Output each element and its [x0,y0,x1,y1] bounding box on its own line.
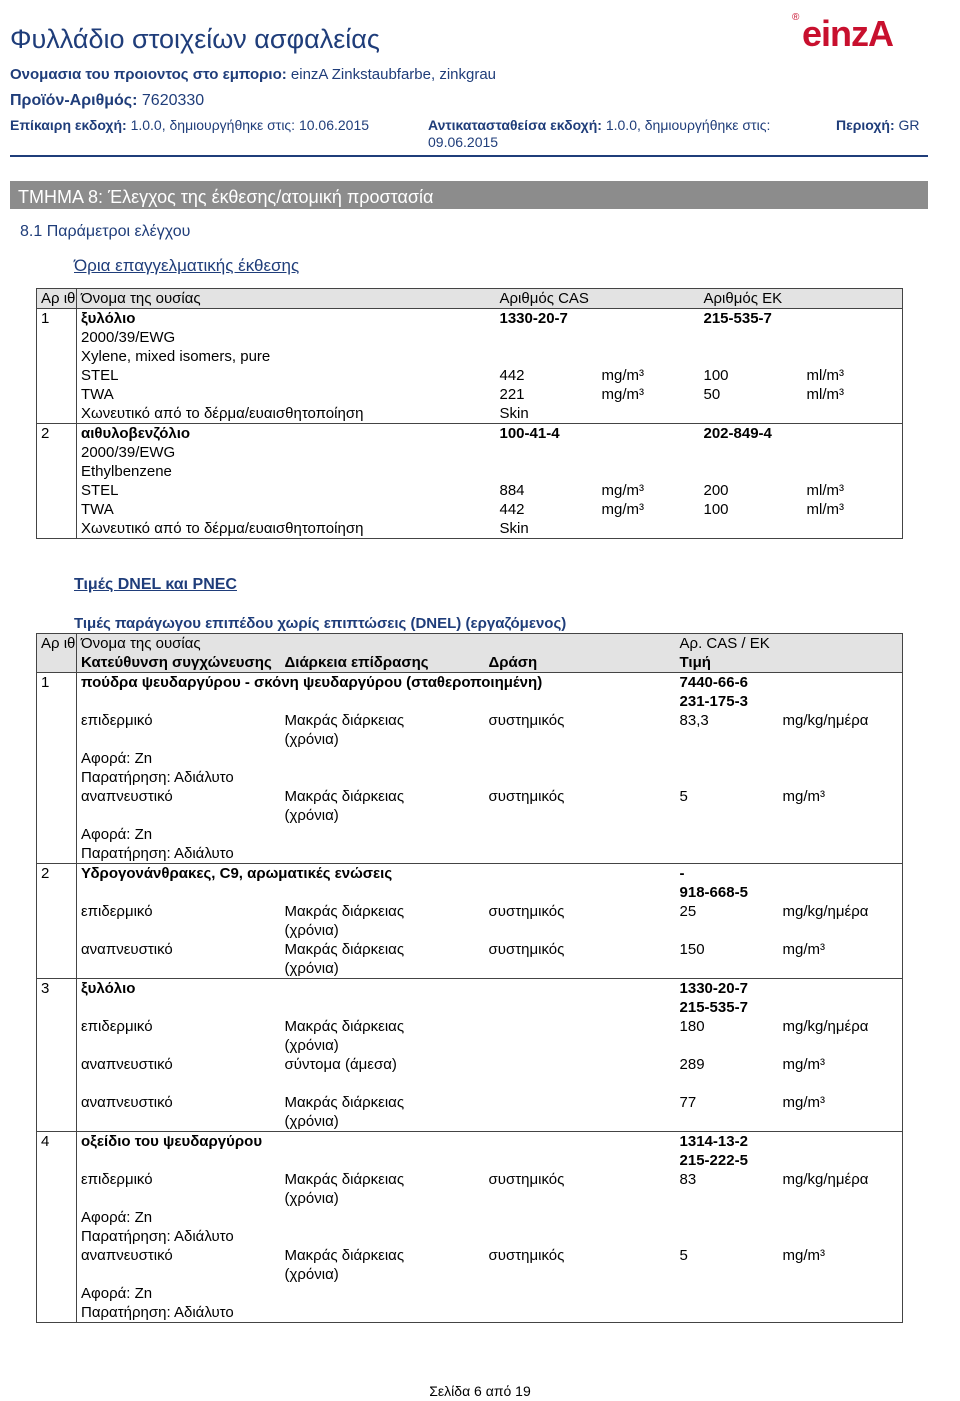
substance-name: ξυλόλιο [77,309,496,329]
dnel-remark-row [37,1227,903,1246]
ec-number: 202-849-4 [700,424,903,444]
duration-text: Μακράς διάρκειας (χρόνια) [284,903,405,939]
header-ec: Αριθμός ΕΚ [700,289,903,309]
oel-header-row [37,289,903,309]
duration-text: Μακράς διάρκειας (χρόνια) [284,941,405,977]
dnel-concern-row [37,1208,903,1227]
remark: Παρατήρηση: Αδιάλυτο [81,769,234,786]
remark: Παρατήρηση: Αδιάλυτο [81,1304,234,1321]
dnel-substance-row-2 [37,1151,903,1170]
dnel-unit: mg/m³ [782,1094,826,1111]
substance-name: Υδρογονάνθρακες, C9, αρωματικές ενώσεις [77,864,676,884]
ec-number: 215-222-5 [679,1152,748,1169]
exposure-duration [281,902,485,940]
dnel-substance-row [37,979,903,999]
dnel-header-row-2 [37,653,903,673]
dnel-header-duration: Διάρκεια επίδρασης [281,653,485,673]
dnel-value-row [37,1246,903,1284]
exposure-duration [281,1055,485,1093]
item-number: 2 [37,424,77,539]
spacer [77,1151,676,1170]
spacer [77,883,676,902]
remark: Παρατήρηση: Αδιάλυτο [81,1228,234,1245]
dnel-concern-row [37,825,903,844]
oel-directive-row [37,443,903,462]
limit-mg-value: 442 [499,501,525,518]
dnel-header-num: Αρ ιθ [37,634,77,673]
dnel-remark-row [37,1303,903,1323]
dnel-unit: mg/kg/ημέρα [782,1018,869,1035]
effect-type: συστημικός [488,1247,565,1264]
header-num: Αρ ιθ [37,289,77,309]
dnel-unit: mg/m³ [782,1056,826,1073]
directive: 2000/39/EWG [81,444,176,461]
dnel-unit: mg/m³ [782,941,826,958]
oel-skin-row [37,404,903,424]
directive: 2000/39/EWG [81,329,176,346]
oel-limit-row [37,385,903,404]
effect-type: συστημικός [488,712,565,729]
limit-mg-unit: mg/m³ [601,501,644,518]
dnel-unit: mg/kg/ημέρα [782,903,869,920]
substance-name: πούδρα ψευδαργύρου - σκόνη ψευδαργύρου (σταθεροποιημένη) [77,673,676,693]
exposure-duration [281,1170,485,1208]
duration-text: Μακράς διάρκειας (χρόνια) [284,788,405,824]
limit-type: TWA [81,501,114,518]
header-rule [10,155,928,157]
dnel-value: 180 [679,1018,705,1035]
dnel-header-cas-ec: Αρ. CAS / ΕΚ [676,634,903,654]
dnel-value: 5 [679,1247,688,1264]
ec-number: 215-535-7 [700,309,903,329]
cas-number: 1330-20-7 [676,979,903,999]
spacer [77,998,676,1017]
item-number: 4 [37,1132,77,1323]
limit-mg-unit: mg/m³ [601,482,644,499]
einza-logo [792,6,912,56]
skin-label: Χωνευτικό από το δέρμα/ευαισθητοποίηση [81,520,364,537]
exposure-route: αναπνευστικό [81,941,173,958]
dnel-heading: Τιμές DNEL και PNEC [74,576,237,593]
item-number: 1 [37,673,77,864]
document-title: Φυλλάδιο στοιχείων ασφαλείας [10,24,380,54]
exposure-route: αναπνευστικό [81,1094,173,1111]
substance-alias: Ethylbenzene [81,463,172,480]
exposure-route: επιδερμικό [81,903,153,920]
oel-limit-row [37,366,903,385]
duration-text: σύντομα (άμεσα) [284,1056,397,1073]
dnel-value: 83 [679,1171,697,1188]
dnel-substance-row-2 [37,998,903,1017]
limit-ml-value: 100 [703,367,729,384]
item-number: 2 [37,864,77,979]
exposure-route: επιδερμικό [81,1018,153,1035]
exposure-duration [281,1093,485,1132]
dnel-value: 25 [679,903,697,920]
oel-alias-row [37,462,903,481]
exposure-duration [281,1017,485,1055]
substance-alias: Xylene, mixed isomers, pure [81,348,271,365]
dnel-value-row [37,711,903,749]
dnel-header-row-1 [37,634,903,654]
effect-type: συστημικός [488,903,565,920]
concerns: Αφορά: Zn [81,750,153,767]
dnel-substance-row [37,673,903,693]
dnel-value-row [37,940,903,979]
region: Περιοχή: GR [836,117,920,133]
limit-type: STEL [81,367,119,384]
dnel-concern-row [37,749,903,768]
limit-type: STEL [81,482,119,499]
cas-number: - [676,864,903,884]
dnel-remark-row [37,768,903,787]
dnel-header-name: Όνομα της ουσίας [77,634,676,654]
cas-number: 100-41-4 [496,424,700,444]
registered-mark: ® [792,12,800,23]
item-number: 1 [37,309,77,424]
substance-name: οξείδιο του ψευδαργύρου [77,1132,676,1152]
product-number: Προϊόν-Αριθμός: 7620330 [10,92,205,109]
oel-alias-row [37,347,903,366]
exposure-route: αναπνευστικό [81,1247,173,1264]
header-cas: Αριθμός CAS [496,289,700,309]
duration-text: Μακράς διάρκειας (χρόνια) [284,1018,405,1054]
dnel-subheading: Τιμές παράγωγου επιπέδου χωρίς επιπτώσεις (DNEL) (εργαζόμενος) [74,615,567,632]
dnel-value: 77 [679,1094,697,1111]
skin-value: Skin [499,405,529,422]
effect-type: συστημικός [488,1171,565,1188]
replaced-version-date: 09.06.2015 [428,134,499,150]
spacer [77,692,676,711]
dnel-header-route: Κατεύθυνση συγχώνευσης [77,653,281,673]
dnel-value: 150 [679,941,705,958]
concerns: Αφορά: Zn [81,826,153,843]
substance-name: ξυλόλιο [77,979,676,999]
dnel-substance-row-2 [37,692,903,711]
dnel-value: 289 [679,1056,705,1073]
limit-ml-value: 200 [703,482,729,499]
limit-ml-unit: ml/m³ [806,482,844,499]
exposure-route: επιδερμικό [81,1171,153,1188]
limit-mg-unit: mg/m³ [601,367,644,384]
oel-skin-row [37,519,903,539]
dnel-value: 83,3 [679,712,709,729]
limit-type: TWA [81,386,114,403]
logo-text: einzA [802,13,894,54]
cas-number: 1314-13-2 [676,1132,903,1152]
limit-ml-unit: ml/m³ [806,386,844,403]
dnel-substance-row [37,1132,903,1152]
limit-ml-value: 100 [703,501,729,518]
dnel-value-row [37,1170,903,1208]
limit-mg-unit: mg/m³ [601,386,644,403]
dnel-header-value: Τιμή [676,653,903,673]
oel-heading: Όρια επαγγελματικής έκθεσης [74,256,300,275]
product-name: Ονομασια του προιοντος στο εμποριο: einzA Zinkstaubfarbe, zinkgrau [10,66,497,83]
effect-type: συστημικός [488,941,565,958]
effect-type [485,1093,676,1132]
exposure-route: αναπνευστικό [81,788,173,805]
cas-number: 1330-20-7 [496,309,700,329]
ec-number: 918-668-5 [679,884,748,901]
dnel-value-row [37,1017,903,1055]
effect-type [485,1055,676,1093]
subsection-title: 8.1 Παράμετροι ελέγχου [20,223,191,240]
ec-number: 215-535-7 [679,999,748,1016]
dnel-table [36,633,903,1323]
skin-label: Χωνευτικό από το δέρμα/ευαισθητοποίηση [81,405,364,422]
dnel-substance-row [37,864,903,884]
dnel-unit: mg/kg/ημέρα [782,1171,869,1188]
oel-table [36,288,903,539]
item-number: 3 [37,979,77,1132]
dnel-value-row [37,1093,903,1132]
ec-number: 231-175-3 [679,693,748,710]
limit-ml-unit: ml/m³ [806,367,844,384]
dnel-substance-row-2 [37,883,903,902]
section-title: ΤΜΗΜΑ 8: Έλεγχος της έκθεσης/ατομική προστασία [18,187,434,207]
duration-text: Μακράς διάρκειας (χρόνια) [284,1247,405,1283]
oel-directive-row [37,328,903,347]
logo-graphic [792,6,912,56]
effect-type [485,1017,676,1055]
oel-limit-row [37,481,903,500]
exposure-duration [281,711,485,749]
page-number: Σελίδα 6 από 19 [429,1383,531,1399]
oel-limit-row [37,500,903,519]
duration-text: Μακράς διάρκειας (χρόνια) [284,712,405,748]
effect-type: συστημικός [488,788,565,805]
dnel-concern-row [37,1284,903,1303]
limit-ml-value: 50 [703,386,721,403]
header-name: Όνομα της ουσίας [77,289,496,309]
limit-ml-unit: ml/m³ [806,501,844,518]
dnel-value-row [37,902,903,940]
limit-mg-value: 221 [499,386,525,403]
dnel-remark-row [37,844,903,864]
dnel-unit: mg/kg/ημέρα [782,712,869,729]
limit-mg-value: 884 [499,482,525,499]
replaced-version: Αντικατασταθείσα εκδοχή: 1.0.0, δημιουργήθηκε στις: [428,117,771,133]
dnel-value: 5 [679,788,688,805]
dnel-value-row [37,1055,903,1093]
duration-text: Μακράς διάρκειας (χρόνια) [284,1094,405,1130]
cas-number: 7440-66-6 [676,673,903,693]
exposure-route: επιδερμικό [81,712,153,729]
limit-mg-value: 442 [499,367,525,384]
oel-substance-row [37,309,903,329]
exposure-duration [281,787,485,825]
dnel-unit: mg/m³ [782,1247,826,1264]
exposure-route: αναπνευστικό [81,1056,173,1073]
exposure-duration [281,940,485,979]
oel-substance-row [37,424,903,444]
dnel-value-row [37,787,903,825]
skin-value: Skin [499,520,529,537]
dnel-header-effect: Δράση [485,653,676,673]
concerns: Αφορά: Zn [81,1285,153,1302]
exposure-duration [281,1246,485,1284]
dnel-unit: mg/m³ [782,788,826,805]
current-version: Επίκαιρη εκδοχή: 1.0.0, δημιουργήθηκε στις: 10.06.2015 [10,117,370,133]
substance-name: αιθυλοβενζόλιο [77,424,496,444]
duration-text: Μακράς διάρκειας (χρόνια) [284,1171,405,1207]
concerns: Αφορά: Zn [81,1209,153,1226]
remark: Παρατήρηση: Αδιάλυτο [81,845,234,862]
